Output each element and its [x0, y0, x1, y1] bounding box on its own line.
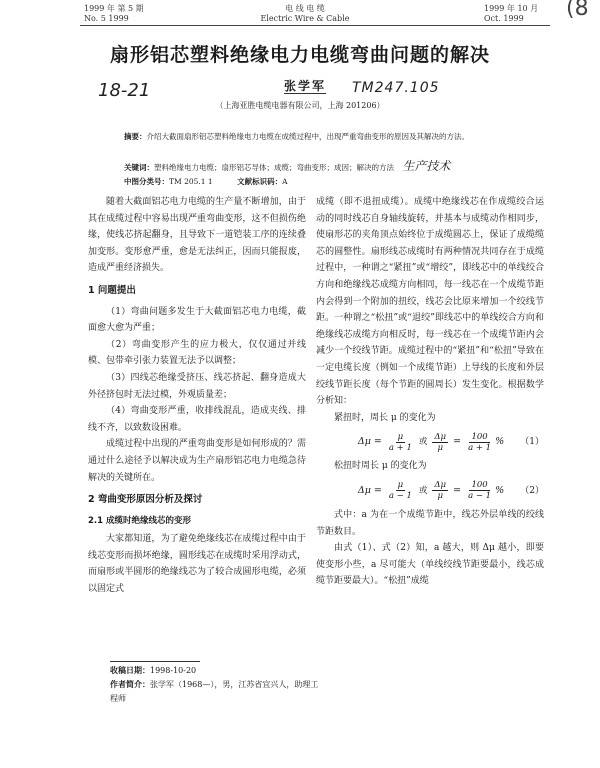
keyword-item: 成因	[334, 163, 349, 172]
header-rule	[80, 25, 550, 26]
header-issue-en: No. 5 1999	[84, 14, 129, 23]
header-issue-cn: 1999 年 第 5 期	[84, 4, 144, 13]
left-column	[88, 194, 306, 598]
doc-code-label: 文献标识码：	[237, 177, 283, 186]
section-1-heading: 1 问题提出	[88, 284, 136, 296]
right-column	[316, 194, 544, 590]
equation-2-number: （2）	[520, 485, 544, 496]
abstract	[124, 131, 504, 143]
received-date: 1998-10-20	[150, 666, 197, 675]
question-paragraph: 成缆过程中出现的严重弯曲变形是如何形成的？需通过什么途径予以解决成为生产扇形铝芯电力电缆急待解决的关键所在。	[88, 439, 306, 483]
handwritten-keyword-note: 生产技术	[402, 159, 451, 173]
header-journal-en: Electric Wire & Cable	[260, 14, 350, 23]
page-title: 扇形铝芯塑料绝缘电力电缆弯曲问题的解决	[109, 44, 490, 66]
keyword-item: 成缆	[274, 163, 289, 172]
footnote-received	[110, 664, 320, 678]
footnote	[110, 664, 320, 706]
keywords-label: 关键词：	[124, 163, 154, 172]
header-date	[484, 4, 538, 24]
handwritten-class-code: TM247.105	[352, 80, 440, 96]
keyword-item: 弯曲变形	[296, 163, 327, 172]
subsection-2-1-heading: 2.1 成缆时绝缘线芯的变形	[88, 515, 192, 526]
subsection-2-1-text: 大家都知道，为了避免绝缘线芯在成缆过程中由于线芯变形而损坏绝缘，圆形线芯在成缆时采用浮动式，而扇形或半圆形的绝缘线芯为了较合成圆形电缆，必须以固定式	[88, 534, 306, 595]
equation-2: Δμ = $\frac{\mu}{a - 1}$ 或 $\frac{\Delta\mu}{\mu}$ = $\frac{100}{a - 1}$ % （2）	[357, 480, 544, 502]
footnote-author-bio	[110, 678, 320, 706]
equation-1-number: （1）	[520, 437, 544, 448]
keyword-item: 解决的方法	[356, 163, 394, 172]
problem-item-3: （3）四线芯绝缘受挤压、线芯挤起、翻身造成大外径挤包时无法过模，外观质量差；	[88, 372, 306, 400]
author-name: 张学军	[284, 79, 327, 93]
header-issue	[84, 4, 144, 24]
right-paragraph-1: 成缆（即不退扭成缆）。成缆中绝缘线芯在作成缆绞合运动的同时线芯自身轴线旋转，并基本与成缆动作相同步，使扇形芯的夹角顶点始终位于成缆圆芯上，保证了成缆缆芯的圆整性。扇形线芯成缆时有两种情况共同存在于成缆过程中，一种谓之“紧扭”或“增绞”，即线芯中的单线绞合方向和绝缘线芯成缆方向相同，每一线芯在一个成缆节距内会得到一个附加的扭绞，线芯会比原来增加一个绞线节距。一种谓之“松扭”或“退绞”即线芯中的单线绞合方向和绝缘线芯成缆方向相反时，每一线芯在一个成缆节距内会减少一个绞线节距。成缆过程中的“紧扭”和“松扭”导致在一定电缆长度（例如一个成缆节距）上导线的长度和外层绞线节距长度（每个节距的圆周长）发生变化。根据数学分析知：	[316, 197, 544, 407]
classification	[124, 176, 504, 188]
footnote-rule	[110, 661, 200, 662]
header-date-en: Oct. 1999	[484, 14, 524, 23]
problem-item-1: （1）弯曲问题多发生于大截面铝芯电力电缆，截面愈大愈为严重；	[88, 306, 306, 334]
header-journal-cn: 电 线 电 缆	[285, 4, 325, 13]
formula-note: 式中：a 为在一个成缆节距中，线芯外层单线的绞线节距数目。	[316, 509, 544, 537]
doc-code-value: A	[282, 177, 288, 186]
keywords: 关键词：塑料绝缘电力电缆；扇形铝芯导体；成缆；弯曲变形；成因；解决的方法 生产技术	[124, 159, 451, 173]
abstract-label: 摘要：	[124, 132, 147, 141]
classification-label: 中图分类号：	[124, 177, 169, 186]
intro-paragraph: 随着大截面铝芯电力电缆的生产量不断增加，由于其在成缆过程中容易出现严重弯曲变形，这不但损伤绝缘，使线芯挤起翻身，且导致下一道铠装工序的连续叠加变形。变形愈严重，愈是无法纠正，因而只能报废，造成严重经济损失。	[88, 197, 306, 274]
keyword-item: 塑料绝缘电力电缆	[154, 163, 214, 172]
keyword-item: 扇形铝芯导体	[221, 163, 267, 172]
header-date-cn: 1999 年 10 月	[484, 4, 539, 13]
problem-item-2: （2）弯曲变形产生的应力极大，仅仅通过并线模、包带牵引张力装置无法予以调整；	[88, 339, 306, 367]
author-bio-label: 作者简介：	[110, 680, 150, 689]
right-paragraph-end: 由式（1）、式（2）知，a 越大，则 Δμ 越小，即要使变形小些，a 尽可能大（单线绞线节距要最小，线芯成缆节距要最大）。“松扭”成缆	[316, 543, 544, 587]
tight-twist-label: 紧扭时，周长 μ 的变化为	[334, 412, 436, 423]
header-journal	[250, 4, 360, 24]
received-label: 收稿日期：	[110, 666, 150, 675]
author-bio-text: 张学军（1968—），男，江苏省宜兴人，助理工程师	[110, 680, 319, 703]
author-affiliation: （上海亚胜电缆电器有限公司，上海 201206）	[215, 101, 385, 110]
equation-1: Δμ = $\frac{\mu}{a + 1}$ 或 $\frac{\Delta\mu}{\mu}$ = $\frac{100}{a + 1}$ % （1）	[357, 431, 544, 453]
loose-twist-label: 松扭时周长 μ 的变化为	[334, 461, 427, 472]
abstract-text: 介绍大截面扇形铝芯塑料绝缘电力电缆在成缆过程中，出现严重弯曲变形的原因及其解决的方法。	[146, 132, 469, 141]
classification-value: TM 205.1 1	[169, 177, 213, 186]
corner-handwritten-mark: (8	[566, 0, 589, 21]
section-2-heading: 2 弯曲变形原因分析及探讨	[88, 494, 203, 506]
handwritten-page-ref: 18-21	[98, 80, 151, 101]
problem-item-4: （4）弯曲变形严重，收排线混乱，造成夹线、排线不齐，以致数设困难。	[88, 406, 306, 433]
